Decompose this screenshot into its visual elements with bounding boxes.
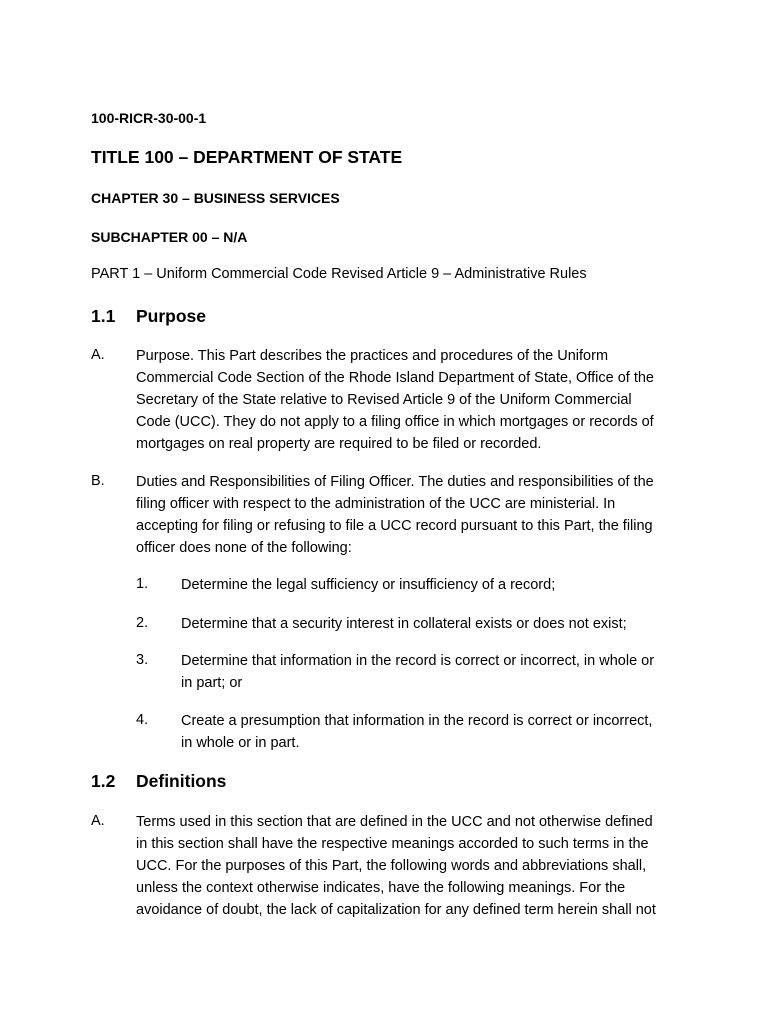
paragraph-line: avoidance of doubt, the lack of capitalization for any defined term herein shall not xyxy=(136,902,656,918)
paragraph-line: UCC. For the purposes of this Part, the following words and abbreviations shall, xyxy=(136,858,647,874)
paragraph-line: in this section shall have the respective meanings accorded to such terms in the xyxy=(136,836,649,852)
paragraph-line: mortgages on real property are required to be filed or recorded. xyxy=(136,436,542,452)
paragraph-line: filing officer with respect to the administration of the UCC are ministerial. In xyxy=(136,496,616,512)
paragraph-label: A. xyxy=(91,347,105,363)
section-title: Definitions xyxy=(136,771,227,791)
paragraph-body xyxy=(136,811,681,921)
list-item-number: 1. xyxy=(136,576,149,592)
list-item-number: 4. xyxy=(136,712,149,728)
subchapter-heading: SUBCHAPTER 00 – N/A xyxy=(91,229,248,245)
paragraph-line: officer does none of the following: xyxy=(136,540,352,556)
paragraph-line: Code (UCC). They do not apply to a filing office in which mortgages or records of xyxy=(136,414,654,430)
part-heading: PART 1 – Uniform Commercial Code Revised Article 9 – Administrative Rules xyxy=(91,266,587,282)
section-number: 1.2 xyxy=(91,771,116,791)
paragraph-body xyxy=(136,471,681,559)
list-item xyxy=(181,574,681,596)
title-heading: TITLE 100 – DEPARTMENT OF STATE xyxy=(91,147,403,167)
list-item-number: 3. xyxy=(136,652,149,668)
list-item-line: Determine that a security interest in collateral exists or does not exist; xyxy=(181,616,627,632)
list-item xyxy=(181,710,681,754)
list-item-line: Determine the legal sufficiency or insufficiency of a record; xyxy=(181,577,556,593)
paragraph-line: unless the context otherwise indicates, have the following meanings. For the xyxy=(136,880,626,896)
list-item-line: Create a presumption that information in the record is correct or incorrect, xyxy=(181,713,653,729)
paragraph-line: Secretary of the State relative to Revised Article 9 of the Uniform Commercial xyxy=(136,392,632,408)
document-id: 100-RICR-30-00-1 xyxy=(91,110,207,126)
paragraph-line: Commercial Code Section of the Rhode Island Department of State, Office of the xyxy=(136,370,654,386)
section-title: Purpose xyxy=(136,306,207,326)
paragraph-line: accepting for filing or refusing to file a UCC record pursuant to this Part, the filing xyxy=(136,518,653,534)
list-item xyxy=(181,613,681,635)
list-item xyxy=(181,650,681,694)
list-item-number: 2. xyxy=(136,615,149,631)
paragraph-line: Duties and Responsibilities of Filing Officer. The duties and responsibilities of the xyxy=(136,474,654,490)
list-item-line: Determine that information in the record is correct or incorrect, in whole or xyxy=(181,653,655,669)
list-item-line: in whole or in part. xyxy=(181,735,300,751)
paragraph-line: Purpose. This Part describes the practices and procedures of the Uniform xyxy=(136,348,609,364)
paragraph-label: B. xyxy=(91,473,105,489)
paragraph-line: Terms used in this section that are defined in the UCC and not otherwise defined xyxy=(136,814,653,830)
paragraph-label: A. xyxy=(91,813,105,829)
paragraph-body xyxy=(136,345,681,455)
section-number: 1.1 xyxy=(91,306,116,326)
list-item-line: in part; or xyxy=(181,675,243,691)
chapter-heading: CHAPTER 30 – BUSINESS SERVICES xyxy=(91,190,340,206)
